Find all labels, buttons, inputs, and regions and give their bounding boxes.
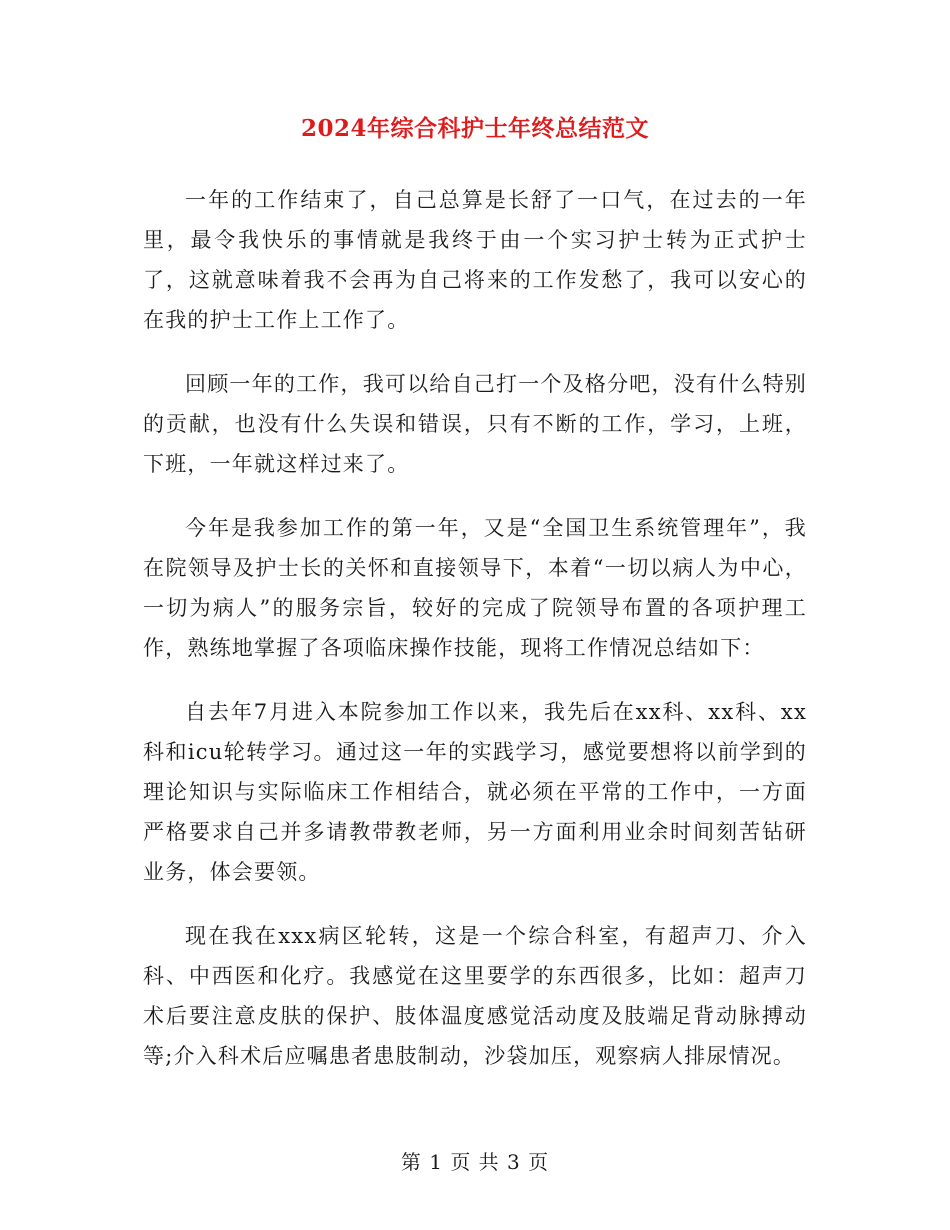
paragraph-2: 回顾一年的工作，我可以给自己打一个及格分吧，没有什么特别的贡献，也没有什么失误和错误，只有不断的工作，学习，上班，下班，一年就这样过来了。	[143, 372, 807, 476]
paragraph-1: 一年的工作结束了，自己总算是长舒了一口气，在过去的一年里，最令我快乐的事情就是我终于由一个实习护士转为正式护士了，这就意味着我不会再为自己将来的工作发愁了，我可以安心的在我的护士工作上工作了。	[143, 188, 807, 332]
paragraph-5: 现在我在xxx病区轮转，这是一个综合科室，有超声刀、介入科、中西医和化疗。我感觉在这里要学的东西很多，比如：超声刀术后要注意皮肤的保护、肢体温度感觉活动度及肢端足背动脉搏动等;介入科术后应嘱患者患肢制动，沙袋加压，观察病人排尿情况。	[143, 924, 807, 1068]
document-title: 2024年综合科护士年终总结范文	[300, 115, 649, 142]
page-footer: 第 1 页 共 3 页	[400, 1150, 550, 1174]
paragraph-3: 今年是我参加工作的第一年，又是“全国卫生系统管理年”，我在院领导及护士长的关怀和直接领导下，本着“一切以病人为中心，一切为病人”的服务宗旨，较好的完成了院领导布置的各项护理工作，熟练地掌握了各项临床操作技能，现将工作情况总结如下：	[143, 516, 807, 660]
document-body	[143, 180, 807, 1076]
paragraph-4: 自去年7月进入本院参加工作以来，我先后在xx科、xx科、xx科和icu轮转学习。通过这一年的实践学习，感觉要想将以前学到的理论知识与实际临床工作相结合，就必须在平常的工作中，一方面严格要求自己并多请教带教老师，另一方面利用业余时间刻苦钻研业务，体会要领。	[143, 700, 807, 884]
